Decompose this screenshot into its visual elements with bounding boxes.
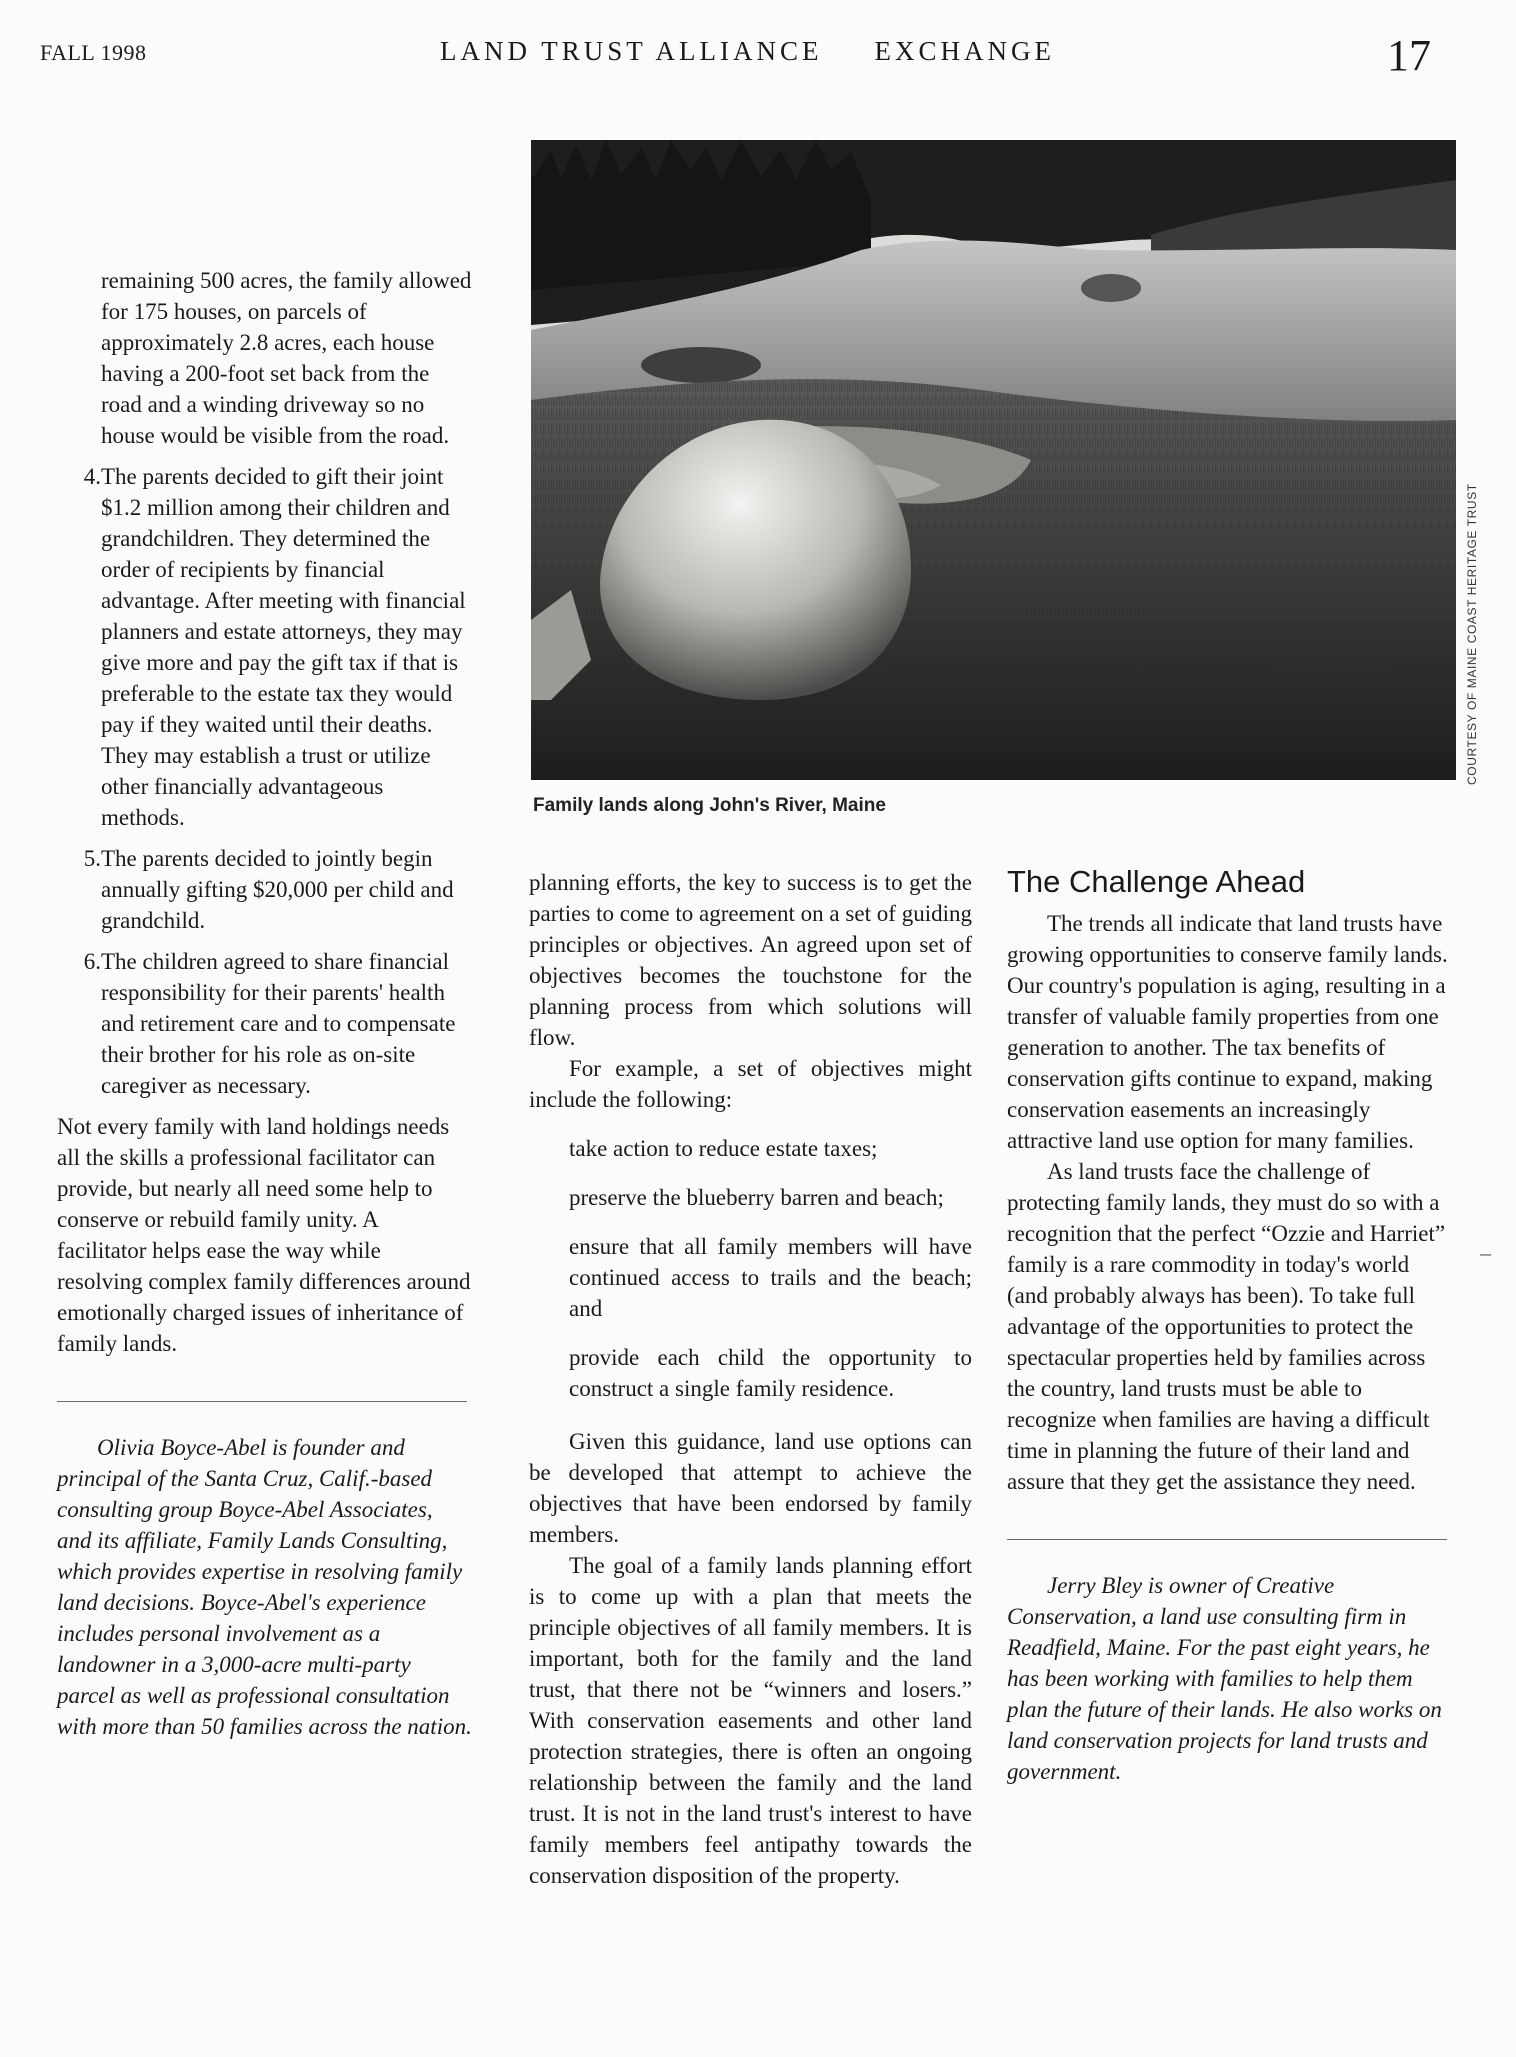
photo-caption: Family lands along John's River, Maine bbox=[533, 795, 886, 816]
objective-item: take action to reduce estate taxes; bbox=[569, 1136, 878, 1161]
divider bbox=[57, 1401, 467, 1402]
list-item-number: 4. bbox=[83, 464, 101, 489]
column-3 bbox=[1007, 864, 1453, 1787]
body-paragraph: Not every family with land holdings needs all the skills a professional facilitator can provide, but nearly all need some help to conserve or rebuild family unity. A facilitator helps ease the way while resolving complex family differences around emotionally charged issues of inheritance of family lands. bbox=[57, 1114, 471, 1356]
list-item-number: 5. bbox=[83, 846, 101, 871]
author-bio-text: Jerry Bley is owner of Creative Conservation, a land use consulting firm in Readfield, Maine. For the past eight years, he has been working with families to help them plan the future of their lands. He also works on land conservation projects for land trusts and government. bbox=[1007, 1573, 1442, 1784]
photo-illustration bbox=[531, 140, 1456, 780]
list-item bbox=[57, 843, 472, 936]
section-heading: The Challenge Ahead bbox=[1007, 864, 1306, 899]
body-paragraph: The goal of a family lands planning effort is to come up with a plan that meets the principle objectives of all family members. It is important, both for the family and the land trust, that there not be “winners and losers.” With conservation easements and other land protection strategies, there is often an ongoing relationship between the family and the land trust. It is not in the land trust's interest to have family members feel antipathy towards the conservation disposition of the property. bbox=[529, 1553, 972, 1888]
landscape-photo bbox=[531, 140, 1456, 780]
objective-item: provide each child the opportunity to construct a single family residence. bbox=[569, 1345, 972, 1401]
list-item-text: The parents decided to gift their joint $1.2 million among their children and grandchildren. They determined the order of recipients by financial advantage. After meeting with financial planners and estate attorneys, they may give more and pay the gift tax if that is preferable to the estate tax they would pay if they waited until their deaths. They may establish a trust or utilize other financially advantageous methods. bbox=[101, 464, 466, 830]
column-2 bbox=[529, 867, 972, 1891]
body-paragraph: For example, a set of objectives might include the following: bbox=[529, 1056, 972, 1112]
publication-name: LAND TRUST ALLIANCE bbox=[440, 36, 823, 66]
list-continuation: remaining 500 acres, the family allowed for 175 houses, on parcels of approximately 2.8 acres, each house having a 200-foot set back from the road and a winding driveway so no house would be visible from the road. bbox=[101, 268, 472, 448]
body-paragraph: planning efforts, the key to success is to get the parties to come to agreement on a set of guiding principles or objectives. An agreed upon set of objectives becomes the touchstone for the planning process from which solutions will flow. bbox=[529, 870, 972, 1050]
list-item bbox=[57, 461, 472, 833]
body-paragraph: The trends all indicate that land trusts have growing opportunities to conserve family lands. Our country's population is aging, resulting in a transfer of valuable family properties from one generation to another. The tax benefits of conservation gifts continue to expand, making conservation easements an increasingly attractive land use option for many families. bbox=[1007, 911, 1448, 1153]
body-paragraph: Given this guidance, land use options can be developed that attempt to achieve the objectives that have been endorsed by family members. bbox=[529, 1429, 972, 1547]
divider bbox=[1007, 1539, 1447, 1540]
list-item-text: The children agreed to share financial responsibility for their parents' health and retirement care and to compensate their brother for his role as on-site caregiver as necessary. bbox=[101, 949, 456, 1098]
issue-date: FALL 1998 bbox=[40, 40, 147, 65]
author-bio-text: Olivia Boyce-Abel is founder and principal of the Santa Cruz, Calif.-based consulting group Boyce-Abel Associates, and its affiliate, Family Lands Consulting, which provides expertise in resolving family land decisions. Boyce-Abel's experience includes personal involvement as a landowner in a 3,000-acre multi-party parcel as well as professional consultation with more than 50 families across the nation. bbox=[57, 1435, 472, 1739]
page-number: 17 bbox=[1387, 31, 1431, 80]
objective-item: ensure that all family members will have continued access to trails and the beach; and bbox=[569, 1234, 972, 1321]
column-1 bbox=[57, 265, 472, 1742]
publication-title bbox=[440, 36, 1055, 67]
page-header bbox=[0, 30, 1516, 80]
photo-credit: COURTESY OF MAINE COAST HERITAGE TRUST bbox=[1465, 483, 1479, 785]
body-paragraph: As land trusts face the challenge of protecting family lands, they must do so with a recognition that the perfect “Ozzie and Harriet” family is a rare commodity in today's world (and probably always has been). To take full advantage of the opportunities to protect the spectacular properties held by families across the country, land trusts must be able to recognize when families are having a difficult time in planning the future of their land and assure that they get the assistance they need. bbox=[1007, 1159, 1446, 1494]
list-item bbox=[57, 946, 472, 1101]
objective-item: preserve the blueberry barren and beach; bbox=[569, 1185, 944, 1210]
margin-mark: – bbox=[1480, 1240, 1491, 1265]
publication-section: EXCHANGE bbox=[874, 36, 1056, 66]
list-item-number: 6. bbox=[83, 949, 101, 974]
author-bio bbox=[1007, 1570, 1453, 1787]
list-item-text: The parents decided to jointly begin annually gifting $20,000 per child and grandchild. bbox=[101, 846, 454, 933]
author-bio bbox=[57, 1432, 472, 1742]
